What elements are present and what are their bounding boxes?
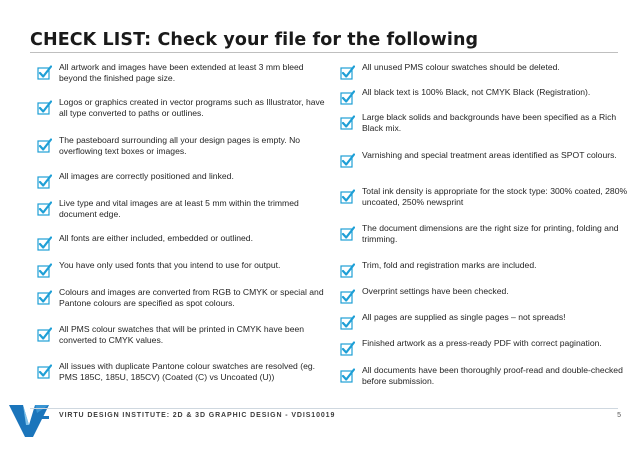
checkbox-checked-icon bbox=[340, 368, 355, 383]
checklist-item bbox=[37, 198, 327, 220]
checklist-item-text: All pages are supplied as single pages – not spreads! bbox=[362, 312, 566, 322]
checklist-item-text: All fonts are either included, embedded or outlined. bbox=[59, 233, 253, 243]
checklist-item-text: Overprint settings have been checked. bbox=[362, 286, 509, 296]
checkbox-checked-icon bbox=[340, 226, 355, 241]
checkbox-checked-icon bbox=[37, 100, 52, 115]
checklist-item bbox=[37, 62, 327, 84]
checklist-item-text: Live type and vital images are at least 5 mm within the trimmed document edge. bbox=[59, 198, 299, 219]
checklist-item bbox=[340, 338, 630, 356]
checkbox-checked-icon bbox=[340, 341, 355, 356]
checklist-item bbox=[37, 260, 327, 278]
checklist-item bbox=[37, 287, 327, 309]
checklist-item bbox=[340, 87, 630, 105]
checkbox-checked-icon bbox=[37, 364, 52, 379]
checklist-item-text: Total ink density is appropriate for the stock type: 300% coated, 280% uncoated, 250% newsprint bbox=[362, 186, 628, 207]
checklist-item bbox=[340, 112, 630, 134]
checklist-item bbox=[340, 260, 630, 278]
checklist-item bbox=[340, 312, 630, 330]
checkbox-checked-icon bbox=[340, 315, 355, 330]
footer-text: VIRTU DESIGN INSTITUTE: 2D & 3D GRAPHIC DESIGN - VDIS10019 bbox=[59, 412, 336, 419]
checklist-item bbox=[340, 286, 630, 304]
checklist-item-text: All PMS colour swatches that will be printed in CMYK have been converted to CMYK values. bbox=[59, 324, 305, 345]
checkbox-checked-icon bbox=[37, 65, 52, 80]
checklist-item-text: Finished artwork as a press-ready PDF with correct pagination. bbox=[362, 338, 602, 348]
checklist-item-text: You have only used fonts that you intend to use for output. bbox=[59, 260, 281, 270]
checklist-item bbox=[340, 62, 630, 80]
checkbox-checked-icon bbox=[37, 138, 52, 153]
checkbox-checked-icon bbox=[37, 236, 52, 251]
checklist-item-text: Large black solids and backgrounds have been specified as a Rich Black mix. bbox=[362, 112, 617, 133]
checklist-item-text: All black text is 100% Black, not CMYK Black (Registration). bbox=[362, 87, 591, 97]
checklist-item-text: All images are correctly positioned and linked. bbox=[59, 171, 234, 181]
checkbox-checked-icon bbox=[340, 263, 355, 278]
checkbox-checked-icon bbox=[37, 290, 52, 305]
title-divider bbox=[30, 52, 618, 53]
checklist-item-text: All artwork and images have been extended at least 3 mm bleed beyond the finished page size. bbox=[59, 62, 304, 83]
checklist-item-text: Colours and images are converted from RGB to CMYK or special and Pantone colours are specified as spot colours. bbox=[59, 287, 324, 308]
page-number: 5 bbox=[617, 412, 621, 419]
checklist-item bbox=[340, 150, 630, 168]
checkbox-checked-icon bbox=[37, 174, 52, 189]
checkbox-checked-icon bbox=[340, 189, 355, 204]
checklist-item-text: Logos or graphics created in vector programs such as Illustrator, have all type converted to paths or outlines. bbox=[59, 97, 325, 118]
checklist-item bbox=[37, 361, 327, 383]
checkbox-checked-icon bbox=[37, 263, 52, 278]
checklist-item bbox=[37, 324, 327, 346]
checkbox-checked-icon bbox=[340, 90, 355, 105]
virtu-logo-icon bbox=[7, 399, 51, 439]
checklist-item bbox=[37, 171, 327, 189]
page-title: CHECK LIST: Check your file for the following bbox=[30, 30, 479, 50]
checklist-item-text: All documents have been thoroughly proof-read and double-checked before submission. bbox=[362, 365, 623, 386]
checklist-item-text: The document dimensions are the right size for printing, folding and trimming. bbox=[362, 223, 619, 244]
footer-divider bbox=[30, 408, 618, 409]
checklist-item bbox=[340, 223, 630, 245]
checkbox-checked-icon bbox=[340, 153, 355, 168]
checklist-item-text: Trim, fold and registration marks are included. bbox=[362, 260, 537, 270]
checkbox-checked-icon bbox=[340, 65, 355, 80]
checkbox-checked-icon bbox=[340, 115, 355, 130]
checklist-item-text: The pasteboard surrounding all your design pages is empty. No overflowing text boxes or images. bbox=[59, 135, 301, 156]
checkbox-checked-icon bbox=[340, 289, 355, 304]
checklist-item bbox=[37, 97, 327, 119]
checklist-item bbox=[37, 233, 327, 251]
checkbox-checked-icon bbox=[37, 201, 52, 216]
checkbox-checked-icon bbox=[37, 327, 52, 342]
checklist-item bbox=[340, 365, 630, 387]
checklist-item-text: All issues with duplicate Pantone colour swatches are resolved (eg. PMS 185C, 185U, 185CV) (Coated (C) vs Uncoated (U)) bbox=[59, 361, 316, 382]
checklist-item bbox=[340, 186, 630, 208]
checklist-item-text: All unused PMS colour swatches should be deleted. bbox=[362, 62, 560, 72]
checklist-item bbox=[37, 135, 327, 157]
checklist-item-text: Varnishing and special treatment areas identified as SPOT colours. bbox=[362, 150, 617, 160]
